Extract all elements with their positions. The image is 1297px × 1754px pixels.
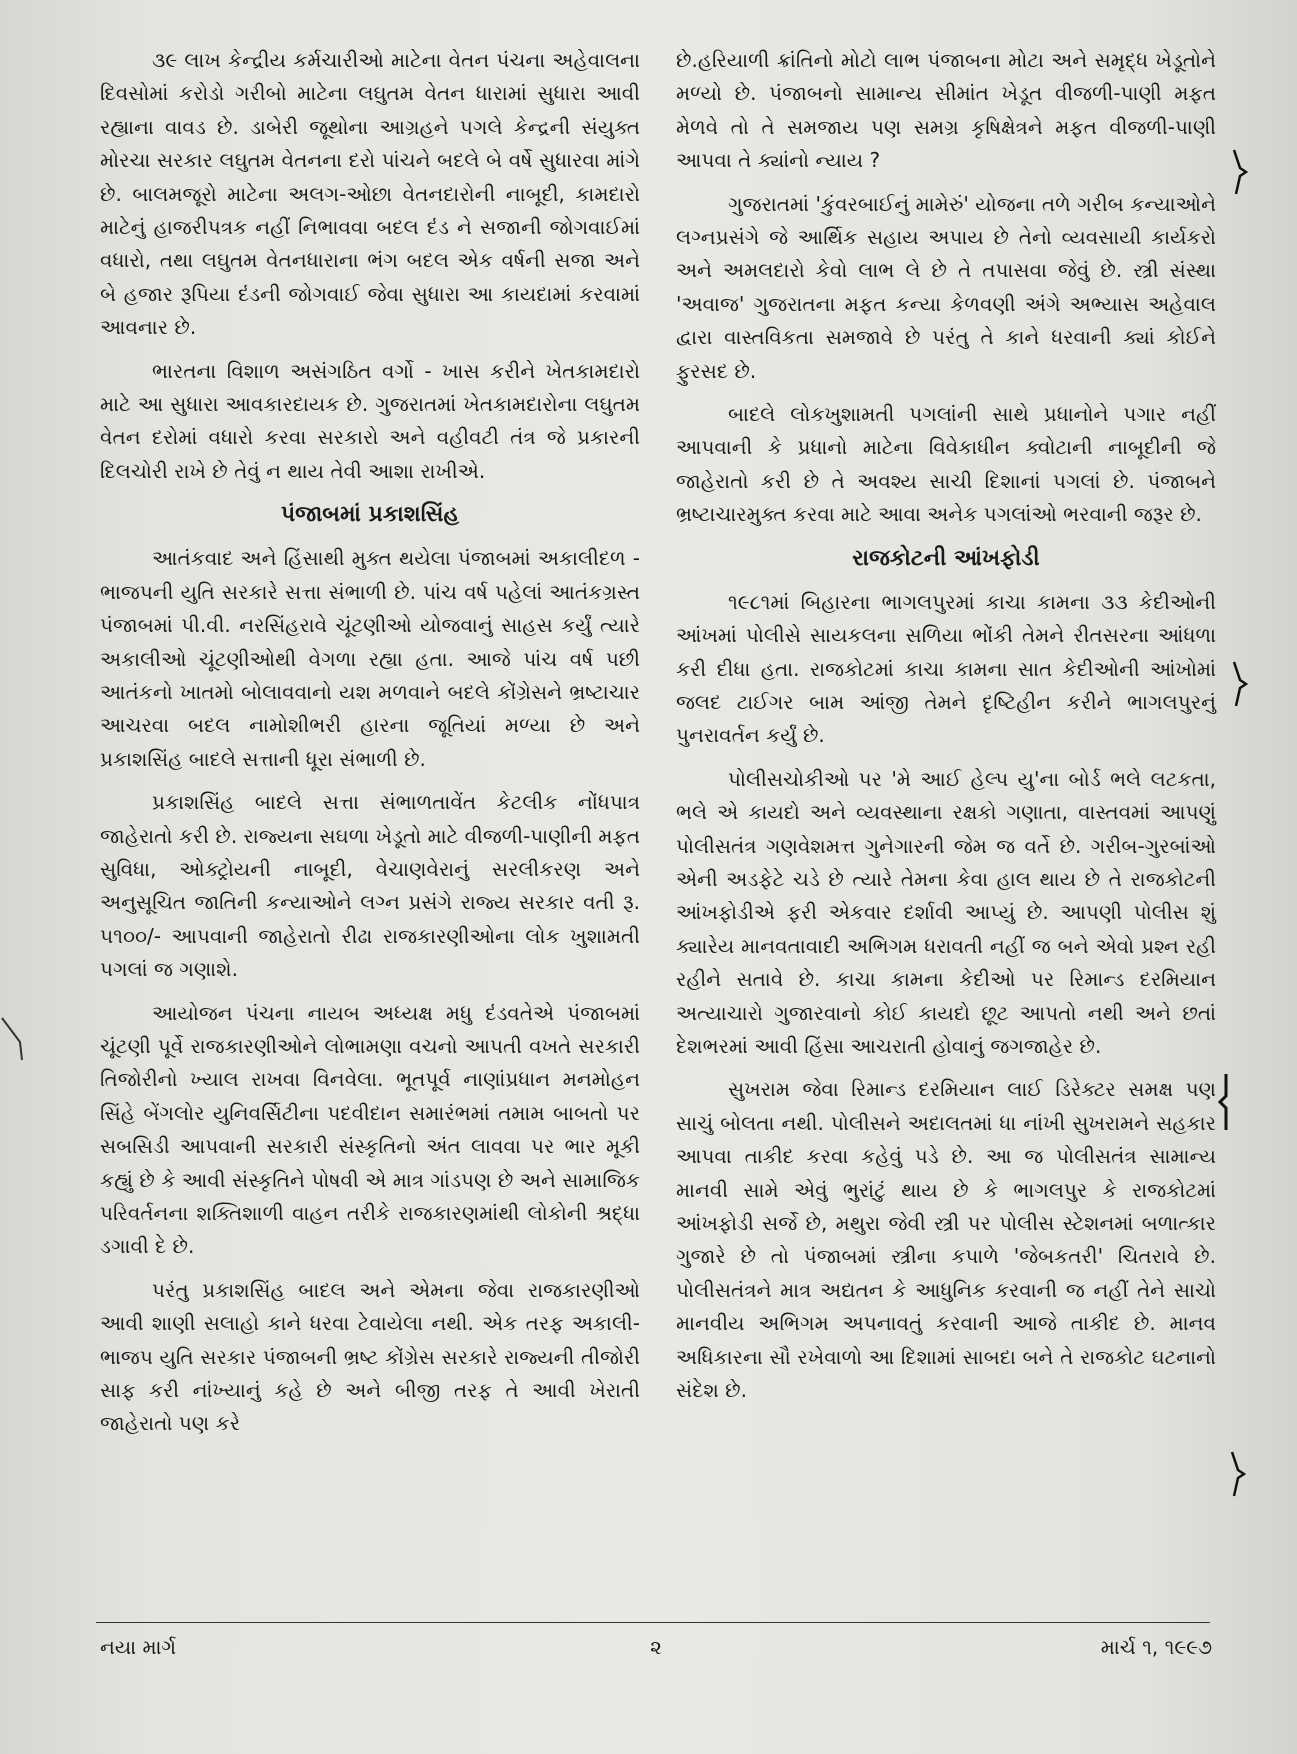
paragraph: પરંતુ પ્રકાશસિંહ બાદલ અને એમના જેવા રાજકારણીઓ આવી શાણી સલાહો કાને ધરવા ટેવાયેલા નથી. એક તરફ અકાલી-ભાજપ યુતિ સરકાર પંજાબની ભ્રષ્ટ કોંગ્રેસ સરકારે રાજ્યની તીજોરી સાફ કરી નાંખ્યાનું કહે છે અને બીજી તરફ તે આવી ખેરાતી જાહેરાતો પણ કરે [100, 1277, 640, 1436]
paragraph: બાદલે લોકખુશામતી પગલાંની સાથે પ્રધાનોને પગાર નહીં આપવાની કે પ્રધાનો માટેના વિવેકાધીન ક્વોટાની નાબૂદીની જે જાહેરાતો કરી છે તે અવશ્ય સાચી દિશાનાં પગલાં છે. પંજાબને ભ્રષ્ટાચારમુક્ત કરવા માટે આવા અનેક પગલાંઓ ભરવાની જરૂર છે. [676, 402, 1216, 527]
punch-hole-mark [1226, 1450, 1246, 1498]
right-column [676, 44, 1216, 1417]
issue-date: માર્ચ ૧, ૧૯૯૭ [1100, 1635, 1212, 1659]
punch-hole-mark [0, 1014, 24, 1064]
footer-divider [96, 1622, 1210, 1623]
paragraph: ભારતના વિશાળ અસંગઠિત વર્ગો - ખાસ કરીને ખેતકામદારો માટે આ સુધારા આવકારદાયક છે. ગુજરાતમાં ખેતકામદારોના લઘુતમ વેતન દરોમાં વધારો કરવા સરકારો અને વહીવટી તંત્ર જે પ્રકારની દિલચોરી રાખે છે તેવું ન થાય તેવી આશા રાખીએ. [100, 358, 640, 483]
section-heading-rajkot: રાજકોટની આંખફોડી [852, 545, 1040, 571]
paragraph: સુખરામ જેવા રિમાન્ડ દરમિયાન લાઈ ડિરેક્ટર સમક્ષ પણ સાચું બોલતા નથી. પોલીસને અદાલતમાં ધા નાંખી સુખરામને સહકાર આપવા તાકીદ કરવા કહેવું પડે છે. આ જ પોલીસતંત્ર સામાન્ય માનવી સામે એવું ભુરાંટું થાય છે કે ભાગલપુર કે રાજકોટમાં આંખફોડી સર્જે છે, મથુરા જેવી સ્ત્રી પર પોલીસ સ્ટેશનમાં બળાત્કાર ગુજારે છે તો પંજાબમાં સ્ત્રીના કપાળે 'જેબકતરી' ચિતરાવે છે. પોલીસતંત્રને માત્ર અદ્યતન કે આધુનિક કરવાની જ નહીં તેને સાચો માનવીય અભિગમ અપનાવતું કરવાની આજે તાકીદ છે. માનવ અધિકારના સૌ રખેવાળો આ દિશામાં સાબદા બને તે રાજકોટ ઘટનાનો સંદેશ છે. [676, 1077, 1216, 1403]
paragraph: ગુજરાતમાં 'કુંવરબાઈનું મામેરું' યોજના તળે ગરીબ કન્યાઓને લગ્નપ્રસંગે જે આર્થિક સહાય અપાય છે તેનો વ્યવસાયી કાર્યકરો અને અમલદારો કેવો લાભ લે છે તે તપાસવા જેવું છે. સ્ત્રી સંસ્થા 'અવાજ' ગુજરાતના મફત કન્યા કેળવણી અંગે અભ્યાસ અહેવાલ દ્વારા વાસ્તવિકતા સમજાવે છે પરંતુ તે કાને ધરવાની ક્યાં કોઈને ફુરસદ છે. [676, 191, 1216, 383]
paragraph-continued: છે.હરિયાળી ક્રાંતિનો મોટો લાભ પંજાબના મોટા અને સમૃદ્ધ ખેડૂતોને મળ્યો છે. પંજાબનો સામાન્ય સીમાંત ખેડૂત વીજળી-પાણી મફત મેળવે તો તે સમજાય પણ સમગ્ર કૃષિક્ષેત્રને મફત વીજળી-પાણી આપવા તે ક્યાંનો ન્યાય ? [676, 48, 1216, 173]
publication-name: નયા માર્ગ [100, 1635, 177, 1659]
section-heading-punjab: પંજાબમાં પ્રકાશસિંહ [280, 502, 460, 528]
paragraph: ૧૯૮૧માં બિહારના ભાગલપુરમાં કાચા કામના ૩૩ કેદીઓની આંખમાં પોલીસે સાયકલના સળિયા ભોંકી તેમને રીતસરના આંધળા કરી દીધા હતા. રાજકોટમાં કાચા કામના સાત કેદીઓની આંખોમાં જલદ ટાઈગર બામ આંજી તેમને દૃષ્ટિહીન કરીને ભાગલપુરનું પુનરાવર્તન કર્યું છે. [676, 589, 1216, 748]
paragraph: ૩૯ લાખ કેન્દ્રીય કર્મચારીઓ માટેના વેતન પંચના અહેવાલના દિવસોમાં કરોડો ગરીબો માટેના લઘુતમ વેતન ધારામાં સુધારા આવી રહ્યાના વાવડ છે. ડાબેરી જૂથોના આગ્રહને પગલે કેન્દ્રની સંયુક્ત મોરચા સરકાર લઘુતમ વેતનના દરો પાંચને બદલે બે વર્ષે સુધારવા માંગે છે. બાલમજૂરો માટેના અલગ-ઓછા વેતનદારોની નાબૂદી, કામદારો માટેનું હાજરીપત્રક નહીં નિભાવવા બદલ દંડ ને સજાની જોગવાઈમાં વધારો, તથા લઘુતમ વેતનધારાના ભંગ બદલ એક વર્ષની સજા અને બે હજાર રૂપિયા દંડની જોગવાઈ જેવા સુધારા આ કાયદામાં કરવામાં આવનાર છે. [100, 48, 640, 340]
punch-hole-mark [1228, 148, 1248, 196]
paragraph: પોલીસચોકીઓ પર 'મે આઈ હેલ્પ યુ'ના બોર્ડ ભલે લટકતા, ભલે એ કાયદો અને વ્યવસ્થાના રક્ષકો ગણાતા, વાસ્તવમાં આપણું પોલીસતંત્ર ગણવેશમત્ત ગુનેગારની જેમ જ વર્તે છે. ગરીબ-ગુરબાંઓ એની અડફેટે ચડે છે ત્યારે તેમના કેવા હાલ થાય છે તે રાજકોટની આંખફોડીએ ફરી એકવાર દર્શાવી આપ્યું છે. આપણી પોલીસ શું ક્યારેય માનવતાવાદી અભિગમ ધરાવતી નહીં જ બને એવો પ્રશ્ન રહી રહીને સતાવે છે. કાચા કામના કેદીઓ પર રિમાન્ડ દરમિયાન અત્યાચારો ગુજારવાનો કોઈ કાયદો છૂટ આપતો નથી અને છતાં દેશભરમાં આવી હિંસા આચરાતી હોવાનું જગજાહેર છે. [676, 766, 1216, 1058]
paragraph: આયોજન પંચના નાયબ અધ્યક્ષ મધુ દંડવતેએ પંજાબમાં ચૂંટણી પૂર્વે રાજકારણીઓને લોભામણા વચનો આપતી વખતે સરકારી તિજોરીનો ખ્યાલ રાખવા વિનવેલા. ભૂતપૂર્વ નાણાંપ્રધાન મનમોહન સિંહે બેંગલોર યુનિવર્સિટીના પદવીદાન સમારંભમાં તમામ બાબતો પર સબસિડી આપવાની સરકારી સંસ્કૃતિનો અંત લાવવા પર ભાર મૂકી કહ્યું છે કે આવી સંસ્કૃતિને પોષવી એ માત્ર ગાંડપણ છે અને સામાજિક પરિવર્તનના શક્તિશાળી વાહન તરીકે રાજકારણમાંથી લોકોની શ્રદ્ધા ડગાવી દે છે. [100, 1000, 640, 1259]
paragraph: પ્રકાશસિંહ બાદલે સત્તા સંભાળતાવેંત કેટલીક નોંધપાત્ર જાહેરાતો કરી છે. રાજ્યના સઘળા ખેડૂતો માટે વીજળી-પાણીની મફત સુવિધા, ઓક્ટ્રોયની નાબૂદી, વેચાણવેરાનું સરલીકરણ અને અનુસૂચિત જાતિની કન્યાઓને લગ્ન પ્રસંગે રાજ્ય સરકાર વતી રૂ. ૫૧૦૦/- આપવાની જાહેરાતો રીઢા રાજકારણીઓના લોક ખુશામતી પગલાં જ ગણાશે. [100, 790, 640, 982]
punch-hole-mark [1228, 660, 1248, 708]
left-column [100, 44, 640, 1451]
page-number: ૨ [650, 1635, 662, 1659]
paragraph: આતંકવાદ અને હિંસાથી મુક્ત થયેલા પંજાબમાં અકાલીદળ - ભાજપની યુતિ સરકારે સત્તા સંભાળી છે. પાંચ વર્ષ પહેલાં આતંકગ્રસ્ત પંજાબમાં પી.વી. નરસિંહરાવે ચૂંટણીઓ યોજવાનું સાહસ કર્યું ત્યારે અકાલીઓ ચૂંટણીઓથી વેગળા રહ્યા હતા. આજે પાંચ વર્ષ પછી આતંકનો ખાતમો બોલાવવાનો યશ મળવાને બદલે કોંગ્રેસને ભ્રષ્ટાચાર આચરવા બદલ નામોશીભરી હારના જૂતિયાં મળ્યા છે અને પ્રકાશસિંહ બાદલે સત્તાની ધૂરા સંભાળી છે. [100, 546, 640, 771]
punch-hole-mark [1214, 1072, 1234, 1132]
